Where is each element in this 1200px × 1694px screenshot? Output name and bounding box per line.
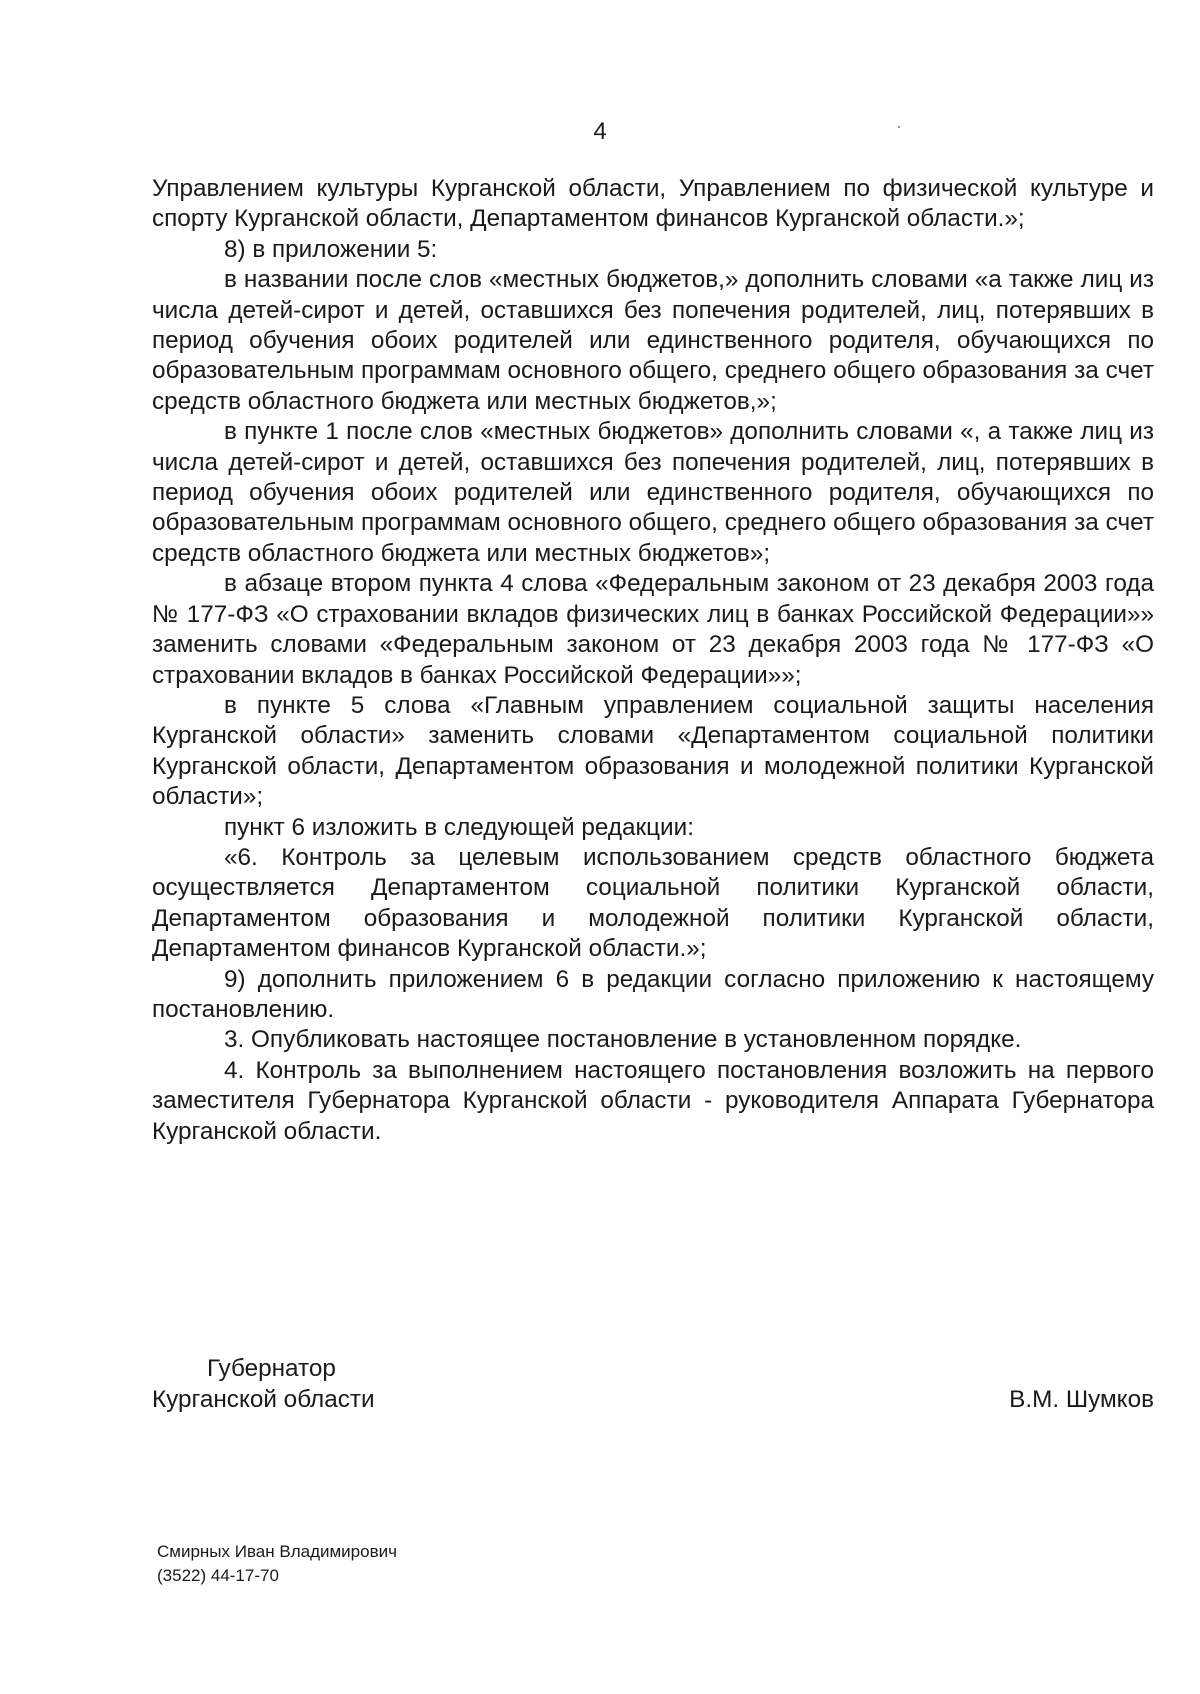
paragraph-item-4-control: 4. Контроль за выполнением настоящего постановления возложить на первого заместителя Губернатора Курганской области - руководителя Аппарата Губернатора Курганской области. [152,1056,1154,1145]
executor-phone: (3522) 44-17-70 [157,1566,279,1585]
signature-block [152,1353,1154,1415]
paragraph-point-4-amendment: в абзаце втором пункта 4 слова «Федеральным законом от 23 декабря 2003 года № 177-ФЗ «О страховании вкладов физических лиц в банках Российской Федерации»» заменить словами «Федеральным законом от 23 декабря 2003 года № 177-ФЗ «О страховании вкладов в банках Российской Федерации»»; [152,570,1154,689]
paragraph-continuation: Управлением культуры Курганской области, Управлением по физической культуре и спорту Курганской области, Департаментом финансов Курганской области.»; [152,175,1154,233]
paragraph-item-8: 8) в приложении 5: [224,235,438,263]
paragraph-item-9: 9) дополнить приложением 6 в редакции согласно приложению к настоящему постановлению. [152,965,1154,1023]
signature-title-line2: Курганской области [152,1386,375,1413]
document-body [152,174,1154,1147]
paragraph-title-amendment: в названии после слов «местных бюджетов,» дополнить словами «а также лиц из числа детей-сирот и детей, оставшихся без попечения родителей, лиц, потерявших в период обучения обоих родителей или единственного родителя, обучающихся по образовательным программам основного общего, среднего общего образования за счет средств областного бюджета или местных бюджетов,»; [152,266,1154,415]
scan-artifact-dot [898,126,900,128]
signature-title-line1: Губернатор [207,1355,336,1382]
signature-row [152,1384,1154,1415]
paragraph-point-5-amendment: в пункте 5 слова «Главным управлением социальной защиты населения Курганской области» заменить словами «Департаментом социальной политики Курганской области, Департаментом образования и молодежной политики Курганской области»; [152,691,1154,811]
signature-name: В.М. Шумков [1009,1386,1154,1413]
paragraph-point-6-intro: пункт 6 изложить в следующей редакции: [224,813,694,841]
paragraph-point-6-text: «6. Контроль за целевым использованием средств областного бюджета осуществляется Департаментом социальной политики Курганской области, Департаментом образования и молодежной политики Курганской области, Департаментом финансов Курганской области.»; [152,843,1154,963]
executor-name: Смирных Иван Владимирович [157,1542,397,1561]
paragraph-point-1-amendment: в пункте 1 после слов «местных бюджетов» дополнить словами «, а также лиц из числа детей-сирот и детей, оставшихся без попечения родителей, лиц, потерявших в период обучения обоих родителей или единственного родителя, обучающихся по образовательным программам основного общего, среднего общего образования за счет средств областного бюджета или местных бюджетов»; [152,418,1154,567]
executor-footer [157,1540,397,1588]
paragraph-item-3-publish: 3. Опубликовать настоящее постановление в установленном порядке. [224,1026,1022,1054]
page-number: 4 [593,118,607,145]
